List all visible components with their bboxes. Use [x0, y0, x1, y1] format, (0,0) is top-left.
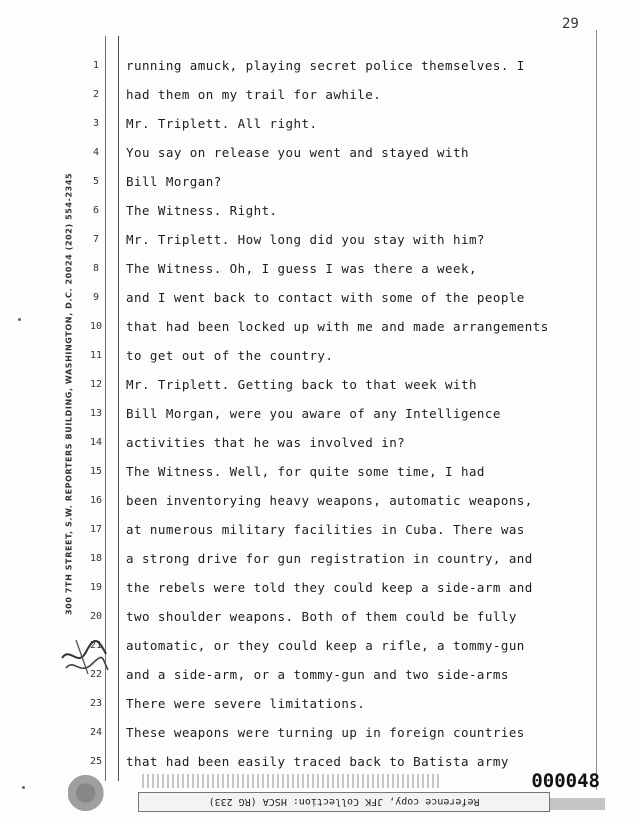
- line-number-15: 15: [89, 466, 103, 477]
- transcript-line-5: Bill Morgan?: [126, 174, 222, 189]
- page-number: 29: [562, 16, 579, 32]
- line-number-9: 9: [92, 292, 100, 303]
- stray-dot-2: [22, 786, 25, 789]
- transcript-line-7: Mr. Triplett. How long did you stay with him?: [126, 232, 485, 247]
- transcript-line-6: The Witness. Right.: [126, 203, 278, 218]
- line-number-5: 5: [92, 176, 100, 187]
- stray-dot-1: [18, 318, 21, 321]
- line-number-17: 17: [89, 524, 103, 535]
- line-number-21: 21: [89, 640, 103, 651]
- left-margin-rule-inner: [118, 36, 119, 781]
- line-number-6: 6: [92, 205, 100, 216]
- line-number-1: 1: [92, 60, 100, 71]
- line-number-11: 11: [89, 350, 103, 361]
- line-number-16: 16: [89, 495, 103, 506]
- smudge-mark: [68, 774, 112, 812]
- line-number-24: 24: [89, 727, 103, 738]
- transcript-line-25: that had been easily traced back to Batista army: [126, 754, 509, 769]
- line-number-14: 14: [89, 437, 103, 448]
- line-number-12: 12: [89, 379, 103, 390]
- transcript-line-2: had them on my trail for awhile.: [126, 87, 382, 102]
- line-number-7: 7: [92, 234, 100, 245]
- transcript-line-10: that had been locked up with me and made arrangements: [126, 319, 549, 334]
- reporter-address-vertical: 300 7TH STREET, S.W. REPORTERS BUILDING, WASHINGTON, D.C. 20024 (202) 554-2345: [64, 172, 74, 616]
- transcript-line-12: Mr. Triplett. Getting back to that week with: [126, 377, 477, 392]
- line-number-19: 19: [89, 582, 103, 593]
- reference-copy-label: Reference copy, JFK Collection: HSCA (RG 233): [138, 792, 550, 812]
- line-number-20: 20: [89, 611, 103, 622]
- transcript-line-21: automatic, or they could keep a rifle, a tommy-gun: [126, 638, 525, 653]
- transcript-line-16: been inventorying heavy weapons, automatic weapons,: [126, 493, 533, 508]
- line-number-8: 8: [92, 263, 100, 274]
- footer-stamp-area: [60, 770, 608, 820]
- transcript-line-8: The Witness. Oh, I guess I was there a week,: [126, 261, 477, 276]
- document-number: 000048: [531, 770, 600, 792]
- line-number-4: 4: [92, 147, 100, 158]
- transcript-line-9: and I went back to contact with some of the people: [126, 290, 525, 305]
- transcript-line-13: Bill Morgan, were you aware of any Intelligence: [126, 406, 501, 421]
- transcript-line-14: activities that he was involved in?: [126, 435, 406, 450]
- transcript-line-15: The Witness. Well, for quite some time, I had: [126, 464, 485, 479]
- line-number-2: 2: [92, 89, 100, 100]
- transcript-line-1: running amuck, playing secret police themselves. I: [126, 58, 525, 73]
- transcript-line-4: You say on release you went and stayed with: [126, 145, 469, 160]
- handwritten-scribble-mark: [58, 628, 110, 682]
- transcript-line-3: Mr. Triplett. All right.: [126, 116, 318, 131]
- transcript-line-18: a strong drive for gun registration in country, and: [126, 551, 533, 566]
- line-number-25: 25: [89, 756, 103, 767]
- transcript-line-22: and a side-arm, or a tommy-gun and two side-arms: [126, 667, 509, 682]
- line-number-10: 10: [89, 321, 103, 332]
- line-number-23: 23: [89, 698, 103, 709]
- line-number-22: 22: [89, 669, 103, 680]
- transcript-line-20: two shoulder weapons. Both of them could be fully: [126, 609, 517, 624]
- transcript-line-23: There were severe limitations.: [126, 696, 366, 711]
- right-margin-rule: [596, 30, 597, 790]
- faded-stamp-band: [142, 774, 442, 788]
- line-number-18: 18: [89, 553, 103, 564]
- transcript-line-19: the rebels were told they could keep a side-arm and: [126, 580, 533, 595]
- transcript-line-24: These weapons were turning up in foreign countries: [126, 725, 525, 740]
- transcript-line-17: at numerous military facilities in Cuba. There was: [126, 522, 525, 537]
- line-number-13: 13: [89, 408, 103, 419]
- line-number-3: 3: [92, 118, 100, 129]
- transcript-line-11: to get out of the country.: [126, 348, 334, 363]
